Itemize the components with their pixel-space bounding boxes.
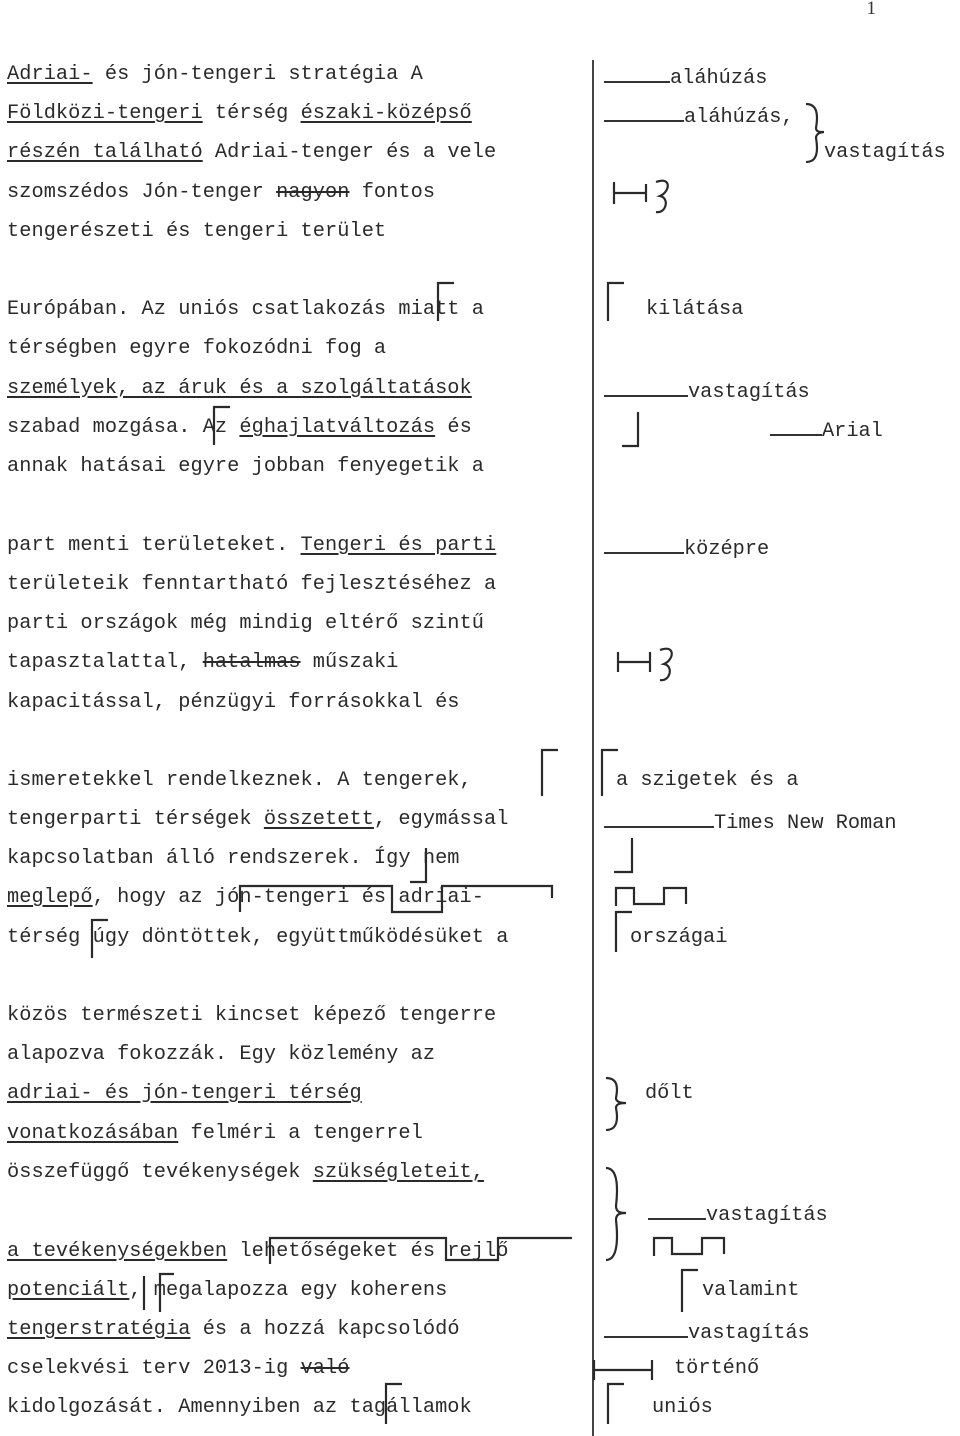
underlined-text: személyek, az áruk és a szolgáltatások xyxy=(7,377,472,400)
text-run: felméri a tengerrel xyxy=(178,1122,423,1145)
text-run: tengerészeti és tengeri terület xyxy=(7,220,387,243)
text-line xyxy=(7,769,472,793)
underlined-text: Tengeri és parti xyxy=(300,534,497,557)
margin-note-text: történő xyxy=(674,1357,760,1380)
insert-line-icon xyxy=(648,1200,706,1220)
text-run: alapozva fokozzák. Egy közlemény az xyxy=(7,1043,436,1066)
text-line xyxy=(7,455,484,479)
underlined-text: összetett xyxy=(263,808,374,831)
text-line xyxy=(7,377,472,401)
text-line xyxy=(7,1082,362,1106)
text-line xyxy=(7,1043,435,1067)
margin-note xyxy=(604,377,810,405)
text-line xyxy=(7,102,472,126)
text-line xyxy=(7,141,496,165)
transpose-mark-icon xyxy=(266,1234,576,1268)
text-run: és jón-tengeri stratégia A xyxy=(92,63,423,86)
text-line xyxy=(7,926,508,950)
transpose-mark-icon xyxy=(236,882,556,918)
margin-note-text: uniós xyxy=(652,1396,713,1419)
insert-line-icon xyxy=(604,808,714,828)
text-run: , egymással xyxy=(373,808,509,831)
text-run: kapacitással, pénzügyi forrásokkal és xyxy=(7,691,460,714)
text-run: annak hatásai egyre jobban fenyegetik a xyxy=(7,455,484,478)
text-run: part menti területeket. xyxy=(7,534,301,557)
margin-note-text: vastagítás xyxy=(824,141,946,164)
margin-note xyxy=(604,808,897,836)
text-run: térség úgy döntöttek, együttműködésüket a xyxy=(7,926,509,949)
margin-note xyxy=(604,534,769,562)
margin-note xyxy=(648,1200,828,1228)
margin-note xyxy=(646,298,743,322)
brace-icon xyxy=(604,1076,630,1132)
underlined-text: északi-középső xyxy=(300,102,472,125)
margin-note-text: országai xyxy=(630,926,728,949)
insert-mark-icon xyxy=(606,281,626,323)
margin-note xyxy=(604,63,767,91)
margin-note-text: középre xyxy=(684,538,770,561)
insert-mark-icon xyxy=(680,1268,700,1314)
text-run: parti országok még mindig eltérő szintű xyxy=(7,612,484,635)
page-number: 1 xyxy=(866,0,876,19)
text-run: cselekvési terv 2013-ig xyxy=(7,1357,301,1380)
margin-divider xyxy=(592,60,594,1436)
margin-note xyxy=(770,416,883,444)
text-run: kapcsolatban álló rendszerek. Így nem xyxy=(7,847,460,870)
margin-note xyxy=(630,926,727,950)
insert-mark-icon xyxy=(614,910,634,954)
text-run: Adriai-tenger és a vele xyxy=(202,141,497,164)
text-run: tapasztalattal, xyxy=(7,651,203,674)
insert-line-icon xyxy=(604,63,670,83)
text-line xyxy=(7,1357,349,1381)
text-run: közös természeti kincset képező tengerre xyxy=(7,1004,497,1027)
brace-icon xyxy=(804,102,826,164)
text-run: Az xyxy=(202,416,240,439)
text-line xyxy=(7,1004,496,1028)
insert-mark-icon xyxy=(606,1382,626,1426)
underlined-text: a tevékenységekben xyxy=(7,1240,228,1263)
margin-note-text: aláhúzás xyxy=(670,67,768,90)
insert-mark-icon xyxy=(142,1270,176,1314)
deleted-word: hatalmas xyxy=(202,651,301,674)
margin-note xyxy=(604,1318,810,1346)
text-line xyxy=(7,808,508,832)
margin-note-text: vastagítás xyxy=(688,1322,810,1345)
text-line xyxy=(7,181,435,205)
text-run: térségben egyre fokozódni fog a xyxy=(7,337,387,360)
margin-note xyxy=(645,1082,694,1106)
paragraph-mark-icon xyxy=(620,410,640,450)
text-run: Európában. Az uniós csatlakozás miatt a xyxy=(7,298,484,321)
insert-mark-icon xyxy=(384,1382,404,1426)
text-run: kidolgozását. Amennyiben az tagállamok xyxy=(7,1396,472,1419)
margin-note-text: valamint xyxy=(702,1279,800,1302)
margin-note xyxy=(824,141,946,165)
text-run: összefüggő tevékenységek xyxy=(7,1161,313,1184)
deleted-word: nagyon xyxy=(276,181,350,204)
insert-line-icon xyxy=(604,102,684,122)
text-run: és xyxy=(435,416,472,439)
text-run: lehetőségeket és rejlő xyxy=(227,1240,509,1263)
text-line xyxy=(7,1318,460,1342)
text-run: , megalapozza egy koherens xyxy=(129,1279,448,1302)
text-run: ismeretekkel rendelkeznek. A tengerek, xyxy=(7,769,472,792)
text-run: szabad mozgása. xyxy=(7,416,203,439)
deleted-word: való xyxy=(300,1357,350,1380)
margin-note-text: kilátása xyxy=(646,298,744,321)
margin-note-text: Arial xyxy=(822,420,883,443)
delete-mark-icon xyxy=(616,644,676,684)
brace-icon xyxy=(604,1166,630,1262)
margin-note-text: a szigetek és a xyxy=(616,769,799,792)
underlined-text: meglepő xyxy=(7,886,93,909)
text-line xyxy=(7,337,386,361)
text-line xyxy=(7,651,398,675)
margin-note xyxy=(616,769,799,793)
margin-note-text: aláhúzás, xyxy=(684,106,794,129)
paragraph-mark-icon xyxy=(612,836,636,876)
margin-note xyxy=(702,1279,799,1303)
text-line xyxy=(7,1122,423,1146)
paragraph-mark-icon xyxy=(408,846,428,886)
text-run: tengerparti térségek xyxy=(7,808,264,831)
underlined-text: vonatkozásában xyxy=(7,1122,179,1145)
text-run: fontos xyxy=(349,181,436,204)
text-line xyxy=(7,847,460,871)
text-line xyxy=(7,534,496,558)
margin-note xyxy=(604,102,794,130)
underlined-text: potenciált xyxy=(7,1279,130,1302)
underlined-text: Adriai- xyxy=(7,63,93,86)
insert-line-icon xyxy=(604,377,688,397)
text-line xyxy=(7,573,496,597)
text-run: és a hozzá kapcsolódó xyxy=(190,1318,460,1341)
insert-mark-icon xyxy=(540,748,560,798)
insert-line-icon xyxy=(604,534,684,554)
underlined-text: éghajlatváltozás xyxy=(239,416,436,439)
insert-mark-icon xyxy=(600,748,620,798)
transpose-mark-icon xyxy=(614,886,694,910)
insert-mark-icon xyxy=(90,918,110,960)
underlined-text: tengerstratégia xyxy=(7,1318,191,1341)
underlined-text: részén található xyxy=(7,141,203,164)
margin-note-text: vastagítás xyxy=(688,381,810,404)
text-line xyxy=(7,298,484,322)
margin-note-text: vastagítás xyxy=(706,1204,828,1227)
underlined-text: szükségleteit, xyxy=(312,1161,485,1184)
text-line xyxy=(7,416,472,440)
text-run: szomszédos Jón-tenger xyxy=(7,181,277,204)
insert-line-icon xyxy=(770,416,822,436)
delete-mark-icon xyxy=(612,178,672,218)
text-line xyxy=(7,691,460,715)
text-line xyxy=(7,1161,484,1185)
text-run: területeik fenntartható fejlesztéséhez a xyxy=(7,573,497,596)
insert-mark-icon xyxy=(212,405,232,447)
insert-mark-icon xyxy=(436,281,456,323)
text-run: , hogy az jón-tengeri és adriai- xyxy=(92,886,485,909)
transpose-mark-icon xyxy=(652,1236,732,1260)
text-line xyxy=(7,63,423,87)
text-run: térség xyxy=(202,102,301,125)
text-run: műszaki xyxy=(300,651,399,674)
margin-note-text: Times New Roman xyxy=(714,812,897,835)
text-line xyxy=(7,1279,447,1303)
text-line xyxy=(7,612,484,636)
underlined-text: adriai- és jón-tengeri térség xyxy=(7,1082,362,1105)
margin-note xyxy=(674,1357,759,1381)
margin-note-text: dőlt xyxy=(645,1082,694,1105)
text-line xyxy=(7,220,386,244)
insert-line-icon xyxy=(604,1318,688,1338)
underlined-text: Földközi-tengeri xyxy=(7,102,203,125)
margin-note xyxy=(652,1396,713,1420)
